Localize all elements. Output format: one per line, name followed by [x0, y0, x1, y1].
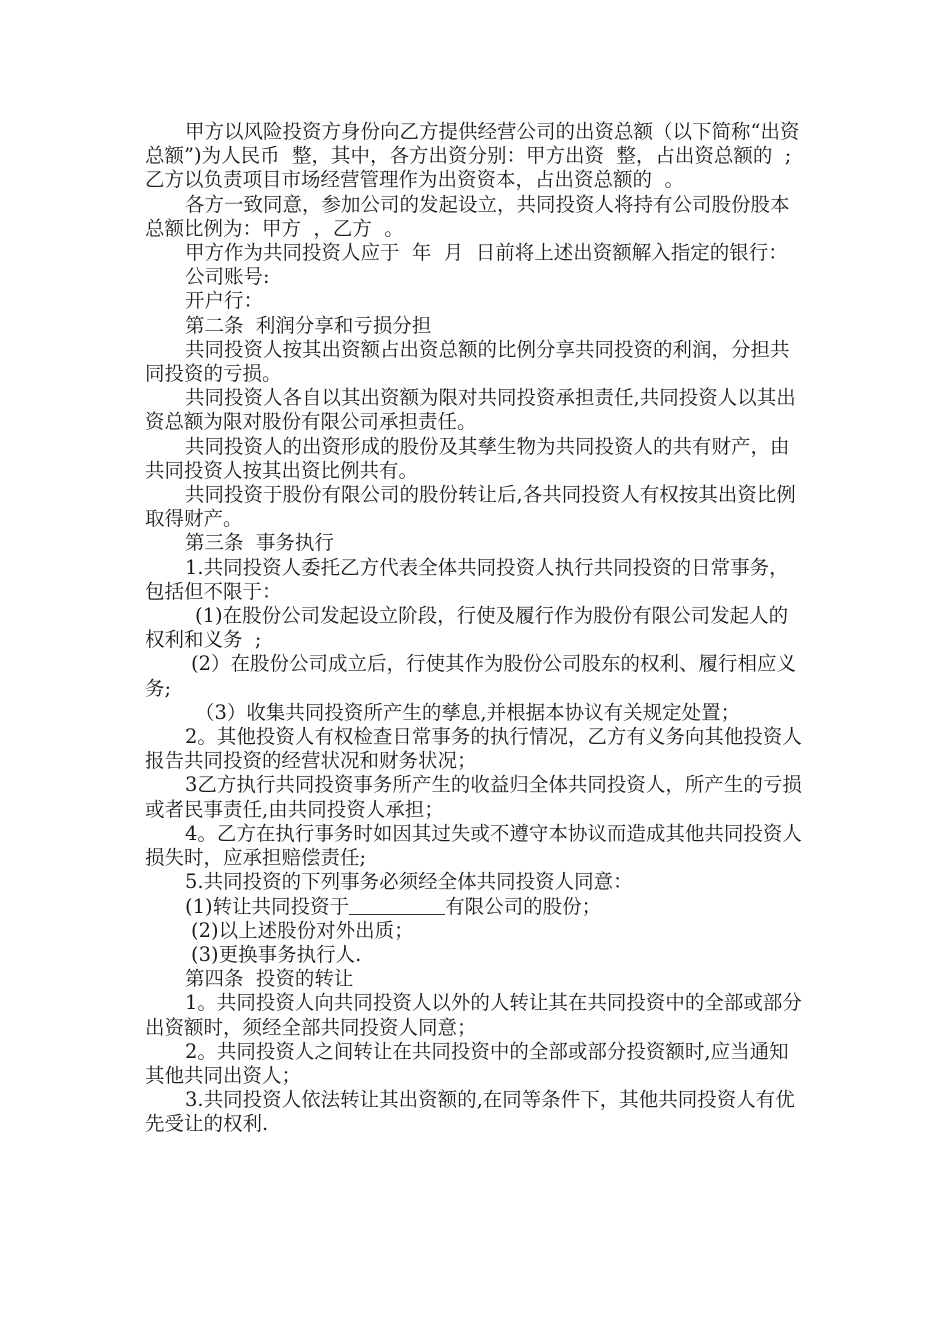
item-3-4: 4。乙方在执行事务时如因其过失或不遵守本协议而造成其他共同投资人损失时，应承担赔偿责任; — [145, 821, 802, 870]
item-3-5: 5.共同投资的下列事务必须经全体共同投资人同意： — [185, 870, 633, 894]
paragraph-profit-share: 共同投资人按其出资额占出资总额的比例分享共同投资的利润，分担共同投资的亏损。 — [145, 337, 790, 386]
paragraph-share-transfer: 共同投资于股份有限公司的股份转让后,各共同投资人有权按其出资比例取得财产。 — [145, 483, 796, 531]
heading-article-4: 第四条 投资的转让 — [185, 967, 354, 991]
item-3-1-c: （3）收集共同投资所产生的孳息,并根据本协议有关规定处置； — [195, 700, 741, 724]
item-3-2: 2。其他投资人有权检查日常事务的执行情况，乙方有义务向其他投资人报告共同投资的经营状况和财务状况； — [145, 725, 802, 773]
paragraph-liability: 共同投资人各自以其出资额为限对共同投资承担责任,共同投资人以其出资总额为限对股份有限公司承担责任。 — [145, 386, 796, 434]
item-3-1: 1.共同投资人委托乙方代表全体共同投资人执行共同投资的日常事务，包括但不限于： — [145, 555, 789, 603]
item-3-5-b: (2)以上述股份对外出质； — [191, 918, 414, 942]
item-3-1-a: (1)在股份公司发起设立阶段，行使及履行作为股份有限公司发起人的权利和义务 ; — [145, 604, 789, 652]
item-4-2: 2。共同投资人之间转让在共同投资中的全部或部分投资额时,应当通知其他共同出资人； — [145, 1039, 789, 1087]
item-3-3: 3乙方执行共同投资事务所产生的收益归全体共同投资人，所产生的亏损或者民事责任,由共同投资人承担； — [145, 773, 802, 821]
heading-article-3: 第三条 事务执行 — [185, 531, 334, 555]
paragraph-bank: 开户行： — [185, 289, 264, 313]
item-4-1: 1。共同投资人向共同投资人以外的人转让其在共同投资中的全部或部分出资额时，须经全部共同投资人同意； — [145, 991, 802, 1039]
item-3-1-b: (2）在股份公司成立后，行使其作为股份公司股东的权利、履行相应义务; — [145, 652, 797, 700]
document-page — [145, 120, 805, 1137]
paragraph-company-account: 公司账号: — [185, 265, 270, 289]
paragraph-capital-total: 甲方以风险投资方身份向乙方提供经营公司的出资总额（以下简称“出资总额”)为人民币 整，其中，各方出资分别：甲方出资 整，占出资总额的 ;乙方以负责项目市场经营管理作为出资资本，占出资总额的 。 — [145, 120, 800, 192]
paragraph-common-property: 共同投资人的出资形成的股份及其孳生物为共同投资人的共有财产，由共同投资人按其出资比例共有。 — [145, 434, 790, 482]
item-3-5-a-after: 有限公司的股份； — [445, 894, 602, 918]
blank-line — [349, 896, 445, 915]
item-3-5-c: (3)更换事务执行人. — [191, 942, 362, 966]
item-3-5-a-before: (1)转让共同投资于 — [185, 894, 350, 918]
paragraph-share-ratio: 各方一致同意，参加公司的发起设立，共同投资人将持有公司股份股本总额比例为：甲方 ，乙方 。 — [145, 192, 790, 240]
heading-article-2: 第二条 利润分享和亏损分担 — [185, 313, 432, 337]
item-4-3: 3.共同投资人依法转让其出资额的,在同等条件下，其他共同投资人有优先受让的权利. — [145, 1088, 795, 1136]
item-3-5-a — [145, 895, 805, 919]
paragraph-payment-deadline: 甲方作为共同投资人应于 年 月 日前将上述出资额解入指定的银行： — [185, 241, 788, 265]
